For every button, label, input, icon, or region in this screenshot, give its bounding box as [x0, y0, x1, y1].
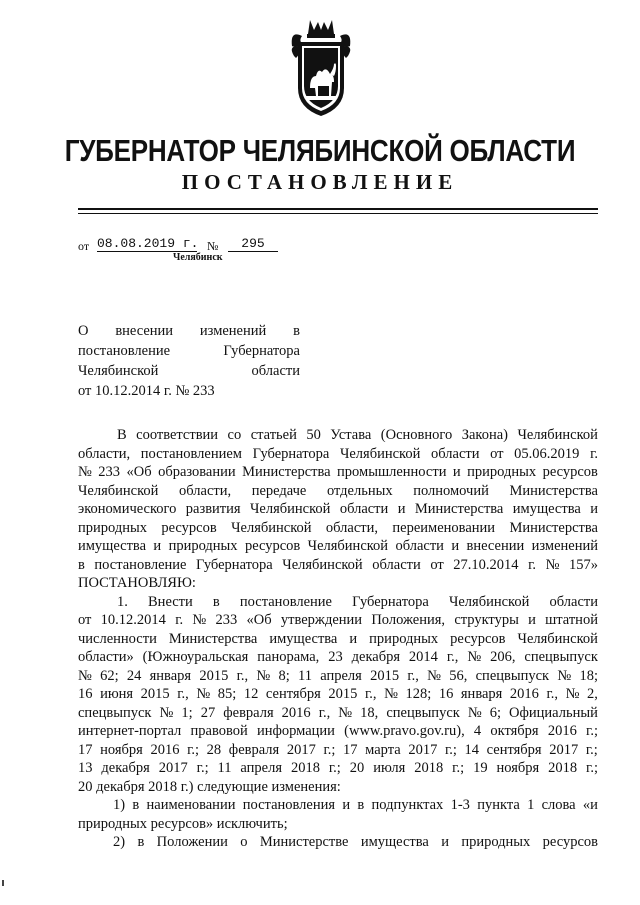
city-label: Челябинск: [173, 252, 223, 263]
document-date: 08.08.2019 г.: [97, 236, 199, 251]
body-word: декабря: [101, 760, 150, 776]
body-word: со: [227, 427, 242, 443]
body-word: 157»: [569, 556, 598, 573]
body-word: спецвыпуск: [524, 649, 598, 665]
body-word: пункта: [477, 797, 520, 813]
body-word: г.;: [187, 741, 200, 758]
body-word: области: [372, 556, 421, 573]
body-word: №: [196, 686, 211, 702]
body-word: численности: [78, 630, 157, 647]
subject-word: изменений: [199, 323, 267, 339]
body-word: 2014: [408, 649, 438, 665]
body-word: и: [590, 501, 598, 517]
body-word: от: [78, 612, 92, 628]
body-word: подпунктах: [371, 797, 444, 813]
body-word: Министерства: [168, 630, 258, 647]
subject-word: О: [78, 323, 89, 339]
document-body: [78, 426, 598, 852]
body-word: января: [460, 686, 503, 702]
body-word: утверждении: [280, 612, 363, 628]
body-word: 2018: [548, 760, 578, 776]
date-prefix: от: [78, 239, 90, 253]
body-word: интернет-портал: [78, 723, 182, 739]
body-word: 2015: [370, 667, 400, 684]
body-word: Положения,: [371, 612, 446, 628]
body-word: №: [427, 667, 441, 684]
body-word: 2017: [158, 760, 188, 776]
body-line: [78, 537, 598, 556]
body-word: экономического: [78, 501, 177, 517]
body-line: [78, 611, 598, 630]
body-word: и: [452, 464, 461, 480]
body-word: Внести: [148, 593, 193, 610]
body-word: 56,: [449, 667, 468, 684]
body-word: имущества: [512, 501, 581, 517]
body-word: 2,: [587, 686, 598, 702]
body-word: 16: [438, 686, 454, 702]
body-word: №: [256, 667, 271, 684]
body-word: и: [153, 538, 162, 554]
body-line: [78, 685, 598, 704]
body-word: Челябинской: [249, 501, 331, 517]
body-word: 11: [217, 760, 232, 776]
body-word: развития: [185, 501, 241, 517]
subject-word: постановление: [78, 343, 171, 359]
body-word: 2015: [140, 686, 170, 702]
body-word: Губернатора: [352, 593, 429, 610]
body-word: 10.12.2014: [100, 612, 166, 628]
body-word: 128;: [405, 686, 432, 702]
body-word: и: [342, 797, 351, 813]
subject-word: Губернатора: [223, 343, 300, 359]
body-word: Челябинской: [339, 445, 421, 462]
body-word: природных: [461, 834, 531, 850]
body-word: ПОСТАНОВЛЯЮ:: [78, 575, 196, 591]
body-word: г.;: [452, 760, 465, 776]
body-word: Министерства: [414, 501, 504, 517]
body-word: г.;: [196, 760, 209, 776]
body-word: Министерства: [509, 482, 598, 499]
body-word: спецвыпуск: [475, 667, 550, 684]
body-word: №: [565, 686, 580, 702]
body-word: в: [212, 593, 220, 610]
body-word: 1-3: [450, 797, 470, 813]
body-word: 2017: [408, 741, 438, 758]
body-word: 2): [113, 834, 126, 850]
body-word: 2016: [150, 741, 180, 758]
body-word: области,: [78, 445, 131, 462]
body-word: Челябинской: [282, 556, 363, 573]
body-word: Челябинской: [307, 538, 389, 554]
document-subject: [78, 321, 300, 401]
body-word: ноября: [100, 741, 143, 758]
body-word: г.: [590, 445, 598, 462]
body-word: 2016: [547, 723, 577, 739]
body-line: [78, 463, 598, 482]
subject-line: [78, 341, 300, 361]
body-word: (Южноуральская: [142, 649, 249, 665]
body-line: [78, 759, 598, 778]
body-word: 1.: [117, 593, 128, 610]
body-word: 18;: [579, 667, 598, 684]
body-word: 17: [343, 741, 358, 758]
body-word: ресурсов: [244, 538, 301, 554]
body-word: спецвыпуск: [78, 704, 152, 721]
body-line: [78, 519, 598, 538]
body-word: и: [397, 501, 406, 517]
body-word: изменений: [531, 538, 598, 554]
body-word: имущества: [78, 538, 147, 554]
body-line: [78, 426, 598, 445]
body-line: [78, 778, 598, 797]
body-word: г.: [528, 556, 537, 573]
body-word: образовании: [158, 464, 236, 480]
subject-word: в: [293, 323, 300, 339]
body-word: 23: [328, 649, 343, 665]
body-word: Устава: [330, 427, 372, 443]
body-word: 85;: [217, 686, 237, 702]
body-word: ресурсов: [542, 834, 598, 850]
body-word: постановлением: [140, 445, 242, 462]
body-word: Министерства: [242, 464, 331, 480]
body-word: 1;: [181, 704, 193, 721]
body-word: природных ресурсов» исключить;: [78, 815, 288, 832]
body-word: 2016: [281, 704, 311, 721]
body-word: г.,: [407, 667, 419, 684]
body-word: структуры: [454, 612, 519, 628]
subject-word: области: [251, 363, 300, 379]
body-word: и: [451, 538, 460, 554]
body-word: ноября: [496, 760, 540, 776]
subject-line: [78, 361, 300, 381]
body-line: [78, 741, 598, 760]
body-word: внесении: [466, 538, 525, 554]
body-word: №: [159, 704, 174, 721]
body-line: [78, 796, 598, 815]
body-word: наименовании: [146, 797, 236, 813]
body-word: постановления: [242, 797, 336, 813]
body-word: Челябинской: [231, 519, 312, 536]
body-line: [78, 556, 598, 575]
body-word: №: [338, 704, 353, 721]
document-type: ПОСТАНОВЛЕНИЕ: [181, 170, 459, 194]
body-word: февраля: [223, 704, 274, 721]
body-word: в: [78, 556, 85, 573]
body-word: области»: [78, 649, 134, 665]
scan-edge-mark: [2, 880, 4, 886]
body-word: 27: [200, 704, 216, 721]
body-word: о: [240, 834, 248, 850]
body-word: 2015: [199, 667, 229, 684]
body-word: имущества: [269, 630, 338, 647]
body-line: [78, 722, 598, 741]
body-word: 27.10.2014: [453, 556, 519, 573]
body-word: Положении: [156, 834, 228, 850]
body-word: информации: [256, 723, 335, 739]
body-word: (Основного: [380, 427, 453, 443]
body-word: марта: [365, 741, 401, 758]
body-word: Челябинской: [448, 593, 530, 610]
body-word: и: [349, 630, 358, 647]
body-word: 20 декабря 2018 г.) следующие изменения:: [78, 778, 341, 795]
body-word: 4: [473, 723, 482, 739]
body-word: области: [431, 445, 480, 462]
body-line: [78, 833, 598, 852]
body-word: №: [467, 704, 482, 721]
body-line: [78, 574, 598, 593]
body-word: Официальный: [509, 704, 598, 721]
body-word: Закона): [461, 427, 508, 443]
body-word: 1: [527, 797, 535, 813]
body-word: передаче: [251, 482, 307, 499]
body-line: [78, 445, 598, 464]
body-word: 12: [243, 686, 259, 702]
body-word: 05.06.2019: [514, 445, 580, 462]
body-word: г.,: [364, 686, 377, 702]
body-word: 62;: [100, 667, 119, 684]
body-word: 18,: [360, 704, 379, 721]
body-word: «Об: [246, 612, 272, 628]
body-word: г.;: [586, 723, 598, 739]
body-word: имущества: [360, 834, 429, 850]
body-line: [78, 815, 598, 834]
body-word: Губернатора: [252, 445, 330, 462]
body-word: статьей: [250, 427, 297, 443]
body-word: от: [430, 556, 444, 573]
body-word: соответствии: [136, 427, 219, 443]
body-word: области: [395, 538, 444, 554]
body-word: 2017: [549, 741, 579, 758]
coat-of-arms-emblem: [288, 16, 354, 118]
body-word: «и: [582, 797, 598, 813]
document-number: 295: [228, 236, 278, 252]
body-word: №: [78, 464, 92, 480]
header-rule-thick: [78, 208, 598, 210]
body-word: июля: [373, 760, 406, 776]
body-word: ресурсов: [542, 464, 598, 480]
body-word: Губернатора: [196, 556, 273, 573]
body-word: 206,: [490, 649, 516, 665]
body-word: переименовании: [392, 519, 496, 536]
body-word: декабря: [351, 649, 400, 665]
body-word: 2018: [290, 760, 320, 776]
body-word: «Об: [126, 464, 152, 480]
body-word: постановление: [94, 556, 187, 573]
body-word: 2015: [328, 686, 358, 702]
body-word: и: [528, 612, 536, 628]
body-word: г.;: [586, 760, 598, 776]
body-word: г.,: [318, 704, 331, 721]
body-word: природных: [168, 538, 238, 554]
body-word: февраля: [228, 741, 280, 758]
body-word: 13: [78, 760, 93, 776]
body-word: слова: [541, 797, 576, 813]
body-word: правовой: [190, 723, 248, 739]
body-word: природных: [467, 464, 537, 480]
body-word: г.,: [546, 686, 559, 702]
body-word: г.;: [328, 760, 341, 776]
body-word: штатной: [545, 612, 598, 628]
governor-title: ГУБЕРНАТОР ЧЕЛЯБИНСКОЙ ОБЛАСТИ: [64, 133, 576, 168]
body-word: (www.pravo.gov.ru),: [344, 723, 465, 739]
body-word: в: [137, 834, 145, 850]
body-word: сентября: [265, 686, 321, 702]
body-word: №: [545, 556, 560, 573]
body-word: 11: [298, 667, 312, 684]
body-line: [78, 704, 598, 723]
body-word: г.;: [444, 741, 457, 758]
body-word: области: [549, 593, 598, 610]
body-word: №: [192, 612, 207, 628]
body-word: 20: [349, 760, 365, 776]
body-word: 2018: [414, 760, 444, 776]
body-word: апреля: [240, 760, 283, 776]
body-word: 1): [113, 797, 126, 813]
body-word: октября: [490, 723, 539, 739]
body-word: полномочий: [413, 482, 489, 499]
body-word: января: [149, 667, 192, 684]
body-word: сентября: [486, 741, 542, 758]
body-word: промышленности: [337, 464, 447, 480]
body-word: области: [339, 501, 389, 517]
body-word: г.: [175, 612, 184, 628]
body-word: г.;: [585, 741, 598, 758]
body-line: [78, 667, 598, 686]
body-word: области,: [325, 519, 379, 536]
body-word: природных: [369, 630, 439, 647]
body-word: 233: [98, 464, 121, 480]
subject-line: [78, 321, 300, 341]
body-word: отдельных: [326, 482, 393, 499]
body-word: в: [132, 797, 140, 813]
body-line: [78, 630, 598, 649]
body-word: г.,: [177, 686, 189, 702]
subject-word: от 10.12.2014 г. № 233: [78, 383, 215, 399]
body-word: ресурсов: [450, 630, 506, 647]
body-word: в: [357, 797, 365, 813]
subject-line: [78, 381, 300, 401]
number-prefix: №: [207, 239, 219, 253]
subject-word: внесении: [115, 323, 174, 339]
body-word: 2017: [286, 741, 316, 758]
header-rule-thin: [78, 213, 598, 214]
body-line: [78, 648, 598, 667]
body-word: 8;: [278, 667, 290, 684]
body-word: Челябинской: [517, 427, 598, 443]
body-word: ресурсов: [161, 519, 217, 536]
body-word: постановление: [239, 593, 332, 610]
body-word: Министерства: [509, 519, 598, 536]
body-word: 2016: [509, 686, 539, 702]
body-word: 233: [215, 612, 238, 628]
body-word: спецвыпуск: [386, 704, 460, 721]
body-word: 6;: [489, 704, 501, 721]
body-word: Челябинской: [78, 482, 159, 499]
body-word: №: [557, 667, 572, 684]
body-word: 16: [78, 686, 93, 702]
subject-word: Челябинской: [78, 363, 159, 379]
body-word: природных: [78, 519, 147, 536]
body-word: Челябинской: [517, 630, 598, 647]
body-word: 28: [206, 741, 222, 758]
body-line: [78, 593, 598, 612]
body-word: 19: [473, 760, 488, 776]
body-word: июня: [100, 686, 134, 702]
body-word: г.,: [446, 649, 459, 665]
body-line: [78, 500, 598, 519]
body-word: г.,: [236, 667, 249, 684]
body-line: [78, 482, 598, 501]
body-word: Министерстве: [259, 834, 349, 850]
body-word: В: [117, 427, 127, 443]
body-word: №: [467, 649, 482, 665]
body-word: г.;: [323, 741, 336, 758]
body-word: от: [490, 445, 504, 462]
body-word: панорама,: [257, 649, 320, 665]
body-word: области,: [179, 482, 232, 499]
body-word: №: [78, 667, 92, 684]
body-word: и: [441, 834, 449, 850]
body-word: 17: [78, 741, 93, 758]
body-word: №: [384, 686, 398, 702]
body-word: 50: [306, 427, 321, 443]
body-word: апреля: [320, 667, 362, 684]
body-word: 14: [464, 741, 480, 758]
body-word: 24: [126, 667, 142, 684]
